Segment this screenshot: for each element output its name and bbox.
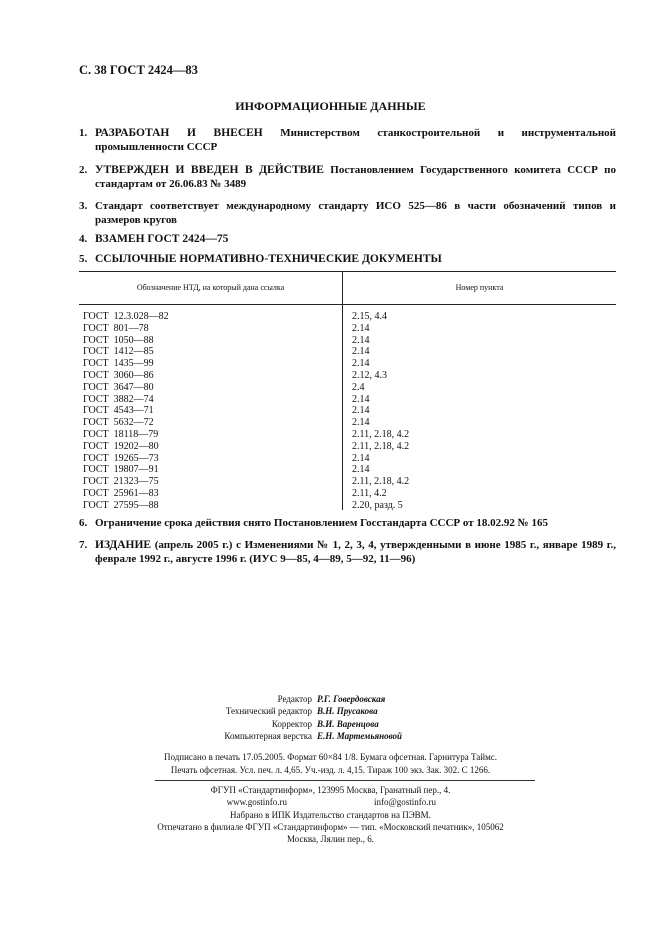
table-row — [79, 394, 616, 406]
print-details — [0, 751, 661, 776]
table-row — [79, 311, 616, 323]
publisher-contacts — [0, 796, 661, 808]
clause-number: 2.15, 4.4 — [352, 311, 387, 322]
info-item-2 — [79, 163, 616, 191]
publisher-info — [0, 784, 661, 845]
item-lead: ИЗДАНИЕ — [95, 539, 152, 551]
table-row — [79, 346, 616, 358]
reference-document: ГОСТ 21323—75 — [83, 476, 159, 488]
column-header-clause: Номер пункта — [455, 283, 504, 292]
table-body — [79, 305, 616, 512]
credit-person: Е.Н. Мартемьяновой — [317, 731, 402, 742]
references-table — [79, 271, 616, 512]
item-text: Стандарт соответствует международному стандарту ИСО 525—86 в части обозначений типов и размеров кругов — [95, 200, 616, 226]
clause-number: 2.14 — [352, 346, 370, 358]
clause-number: 2.11, 2.18, 4.2 — [352, 428, 410, 440]
table-row — [79, 476, 616, 488]
reference-document: ГОСТ 5632—72 — [83, 417, 154, 429]
credit-line — [0, 730, 661, 742]
credit-person: В.Н. Прусакова — [317, 706, 378, 717]
item-number: 3. — [79, 200, 88, 212]
item-number: 2. — [79, 164, 88, 176]
clause-number: 2.14 — [352, 464, 370, 476]
table-row — [79, 405, 616, 417]
info-item-7 — [79, 538, 616, 566]
divider — [155, 780, 535, 781]
clause-number: 2.14 — [352, 322, 370, 334]
table-row — [79, 500, 616, 512]
clause-number: 2.11, 2.18, 4.2 — [352, 440, 410, 452]
credit-person: Р.Г. Говердовская — [317, 694, 386, 704]
column-header-document: Обозначение НТД, на который дана ссылка — [136, 283, 285, 292]
info-item-5 — [79, 252, 616, 266]
credit-role: Компьютерная верстка — [224, 731, 312, 742]
item-number: 6. — [79, 517, 88, 529]
item-text: Постановлением Государственного комитета СССР по стандартам от 26.06.83 № 3489 — [95, 164, 616, 190]
clause-number: 2.14 — [352, 393, 370, 405]
info-item-4 — [79, 232, 616, 246]
publisher-website: www.gostinfo.ru — [226, 797, 287, 808]
publisher-email: info@gostinfo.ru — [374, 797, 437, 808]
reference-document: ГОСТ 801—78 — [83, 322, 149, 334]
reference-document: ГОСТ 3060—86 — [83, 369, 154, 381]
table-row — [79, 382, 616, 394]
reference-document: ГОСТ 25961—83 — [83, 487, 159, 499]
clause-number: 2.4 — [352, 381, 365, 393]
item-number: 5. — [79, 253, 88, 265]
item-text: (апрель 2005 г.) с Изменениями № 1, 2, 3, 4, утвержденными в июне 1985 г., январе 1989 г., феврале 1992 г., августе 1996 г. (ИУС 9—85, 4—89, 5—92, 11—96) — [95, 539, 616, 565]
table-header — [79, 271, 616, 305]
reference-document: ГОСТ 19265—73 — [83, 452, 159, 464]
info-item-1 — [79, 126, 616, 154]
reference-document: ГОСТ 4543—71 — [83, 405, 154, 417]
reference-document: ГОСТ 19807—91 — [83, 464, 159, 476]
item-text: Ограничение срока действия снято Постановлением Госстандарта СССР от 18.02.92 № 165 — [95, 517, 548, 529]
credit-line — [0, 718, 661, 730]
clause-number: 2.14 — [352, 417, 370, 429]
printing-house: Отпечатано в филиале ФГУП «Стандартинформ» — тип. «Московский печатник», 105062 — [157, 821, 504, 832]
item-lead: УТВЕРЖДЕН И ВВЕДЕН В ДЕЙСТВИЕ — [95, 164, 324, 176]
item-lead: ВЗАМЕН ГОСТ 2424—75 — [95, 233, 229, 245]
item-lead: ССЫЛОЧНЫЕ НОРМАТИВНО-ТЕХНИЧЕСКИЕ ДОКУМЕНТЫ — [95, 253, 442, 265]
credit-line — [0, 705, 661, 717]
reference-document: ГОСТ 12.3.028—82 — [83, 311, 169, 322]
clause-number: 2.14 — [352, 452, 370, 464]
table-row — [79, 464, 616, 476]
reference-document: ГОСТ 19202—80 — [83, 440, 159, 452]
reference-document: ГОСТ 3647—80 — [83, 381, 154, 393]
table-row — [79, 323, 616, 335]
printing-house-address: Москва, Лялин пер., 6. — [287, 834, 374, 845]
reference-document: ГОСТ 18118—79 — [83, 428, 159, 440]
clause-number: 2.14 — [352, 358, 370, 370]
table-row — [79, 358, 616, 370]
credit-role: Корректор — [271, 718, 312, 729]
clause-number: 2.14 — [352, 405, 370, 417]
clause-number: 2.12, 4.3 — [352, 369, 387, 381]
table-row — [79, 335, 616, 347]
info-item-3 — [79, 199, 616, 227]
table-row — [79, 429, 616, 441]
reference-document: ГОСТ 27595—88 — [83, 499, 159, 511]
table-row — [79, 417, 616, 429]
print-line: Подписано в печать 17.05.2005. Формат 60×84 1/8. Бумага офсетная. Гарнитура Таймс. — [163, 752, 498, 762]
credit-person: В.И. Варенцова — [317, 718, 379, 729]
clause-number: 2.11, 4.2 — [352, 487, 387, 499]
reference-document: ГОСТ 3882—74 — [83, 393, 154, 405]
page-header: С. 38 ГОСТ 2424—83 — [79, 63, 198, 77]
table-row — [79, 370, 616, 382]
credit-role: Технический редактор — [225, 706, 312, 717]
editorial-credits — [0, 693, 661, 743]
publisher-address: ФГУП «Стандартинформ», 123995 Москва, Гранатный пер., 4. — [210, 785, 451, 795]
item-lead: РАЗРАБОТАН И ВНЕСЕН — [95, 127, 263, 139]
credit-role: Редактор — [277, 694, 312, 704]
item-number: 1. — [79, 127, 88, 139]
reference-document: ГОСТ 1435—99 — [83, 358, 154, 370]
table-row — [79, 453, 616, 465]
clause-number: 2.14 — [352, 334, 370, 346]
reference-document: ГОСТ 1050—88 — [83, 334, 154, 346]
clause-number: 2.20, разд. 5 — [352, 499, 403, 511]
table-row — [79, 488, 616, 500]
item-text: Министерством станкостроительной и инструментальной промышленности СССР — [95, 127, 616, 153]
info-item-6 — [79, 516, 616, 530]
clause-number: 2.11, 2.18, 4.2 — [352, 476, 410, 488]
table-row — [79, 441, 616, 453]
typesetting-info: Набрано в ИПК Издательство стандартов на ПЭВМ. — [230, 809, 431, 820]
item-number: 7. — [79, 539, 88, 551]
item-number: 4. — [79, 233, 88, 245]
print-line: Печать офсетная. Усл. печ. л. 4,65. Уч.-изд. л. 4,15. Тираж 100 экз. Зак. 302. С 1266. — [170, 764, 491, 775]
credit-line — [0, 693, 661, 705]
reference-document: ГОСТ 1412—85 — [83, 346, 154, 358]
section-title: ИНФОРМАЦИОННЫЕ ДАННЫЕ — [235, 99, 426, 113]
